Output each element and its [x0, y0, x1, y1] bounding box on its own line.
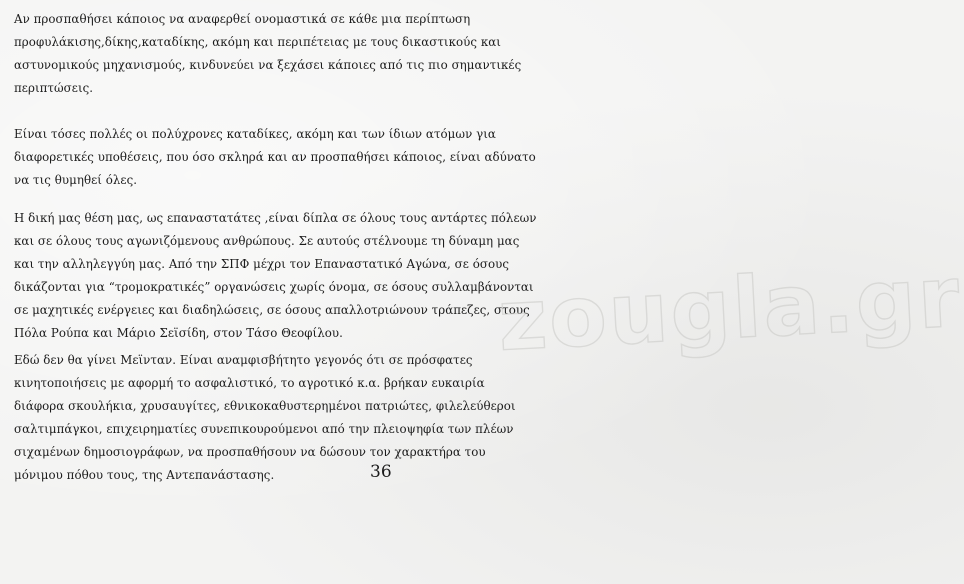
paragraph-line: Είναι τόσες πολλές οι πολύχρονες καταδίκες, ακόμη και των ίδιων ατόμων για — [14, 127, 496, 141]
paragraph-line: διαφορετικές υποθέσεις, που όσο σκληρά και αν προσπαθήσει κάποιος, είναι αδύνατο — [14, 150, 536, 164]
paragraph-line: δικάζονται για “τρομοκρατικές” οργανώσεις χωρίς όνομα, σε όσους συλλαμβάνονται — [14, 280, 534, 294]
paragraph-line: διάφορα σκουλήκια, χρυσαυγίτες, εθνικοκαθυστερημένοι πατριώτες, φιλελεύθεροι — [14, 399, 516, 413]
paragraph-line: Η δική μας θέση μας, ως επαναστατάτες ,είναι δίπλα σε όλους τους αντάρτες πόλεων — [14, 211, 537, 225]
paragraph-line: σε μαχητικές ενέργειες και διαδηλώσεις, σε όσους απαλλοτριώνουν τράπεζες, στους — [14, 303, 530, 317]
paragraph-line: προφυλάκισης,δίκης,καταδίκης, ακόμη και περιπέτειας με τους δικαστικούς και — [14, 35, 501, 49]
watermark-text: zougla.gr — [495, 247, 964, 370]
paragraph-line: κινητοποιήσεις με αφορμή το ασφαλιστικό, το αγροτικό κ.α. βρήκαν ευκαιρία — [14, 376, 485, 390]
page-number: 36 — [370, 462, 392, 482]
paragraph-line: μόνιμου πόθου τους, της Αντεπανάστασης. — [14, 468, 275, 482]
paragraph-line: αστυνομικούς μηχανισμούς, κινδυνεύει να ξεχάσει κάποιες από τις πιο σημαντικές — [14, 58, 522, 72]
paragraph-line: Εδώ δεν θα γίνει Μεϊνταν. Είναι αναμφισβήτητο γεγονός ότι σε πρόσφατες — [14, 353, 473, 367]
paragraph-line: και σε όλους τους αγωνιζόμενους ανθρώπους. Σε αυτούς στέλνουμε τη δύναμη μας — [14, 234, 520, 248]
watermark-logo — [495, 247, 964, 370]
paragraph-line: Πόλα Ρούπα και Μάριο Σεϊσίδη, στον Τάσο Θεοφίλου. — [14, 326, 343, 340]
paragraph-1 — [14, 8, 762, 100]
paragraph-line: σιχαμένων δημοσιογράφων, να προσπαθήσουν να δώσουν τον χαρακτήρα του — [14, 445, 486, 459]
paragraph-line: σαλτιμπάγκοι, επιχειρηματίες συνεπικουρούμενοι από την πλειοψηφία των πλέων — [14, 422, 514, 436]
paragraph-line: περιπτώσεις. — [14, 81, 94, 95]
paragraph-line: Αν προσπαθήσει κάποιος να αναφερθεί ονομαστικά σε κάθε μια περίπτωση — [14, 12, 471, 26]
paragraph-line: να τις θυμηθεί όλες. — [14, 173, 138, 187]
paragraph-2 — [14, 123, 762, 192]
paragraph-line: και την αλληλεγγύη μας. Από την ΣΠΦ μέχρι τον Επαναστατικό Αγώνα, σε όσους — [14, 257, 509, 271]
